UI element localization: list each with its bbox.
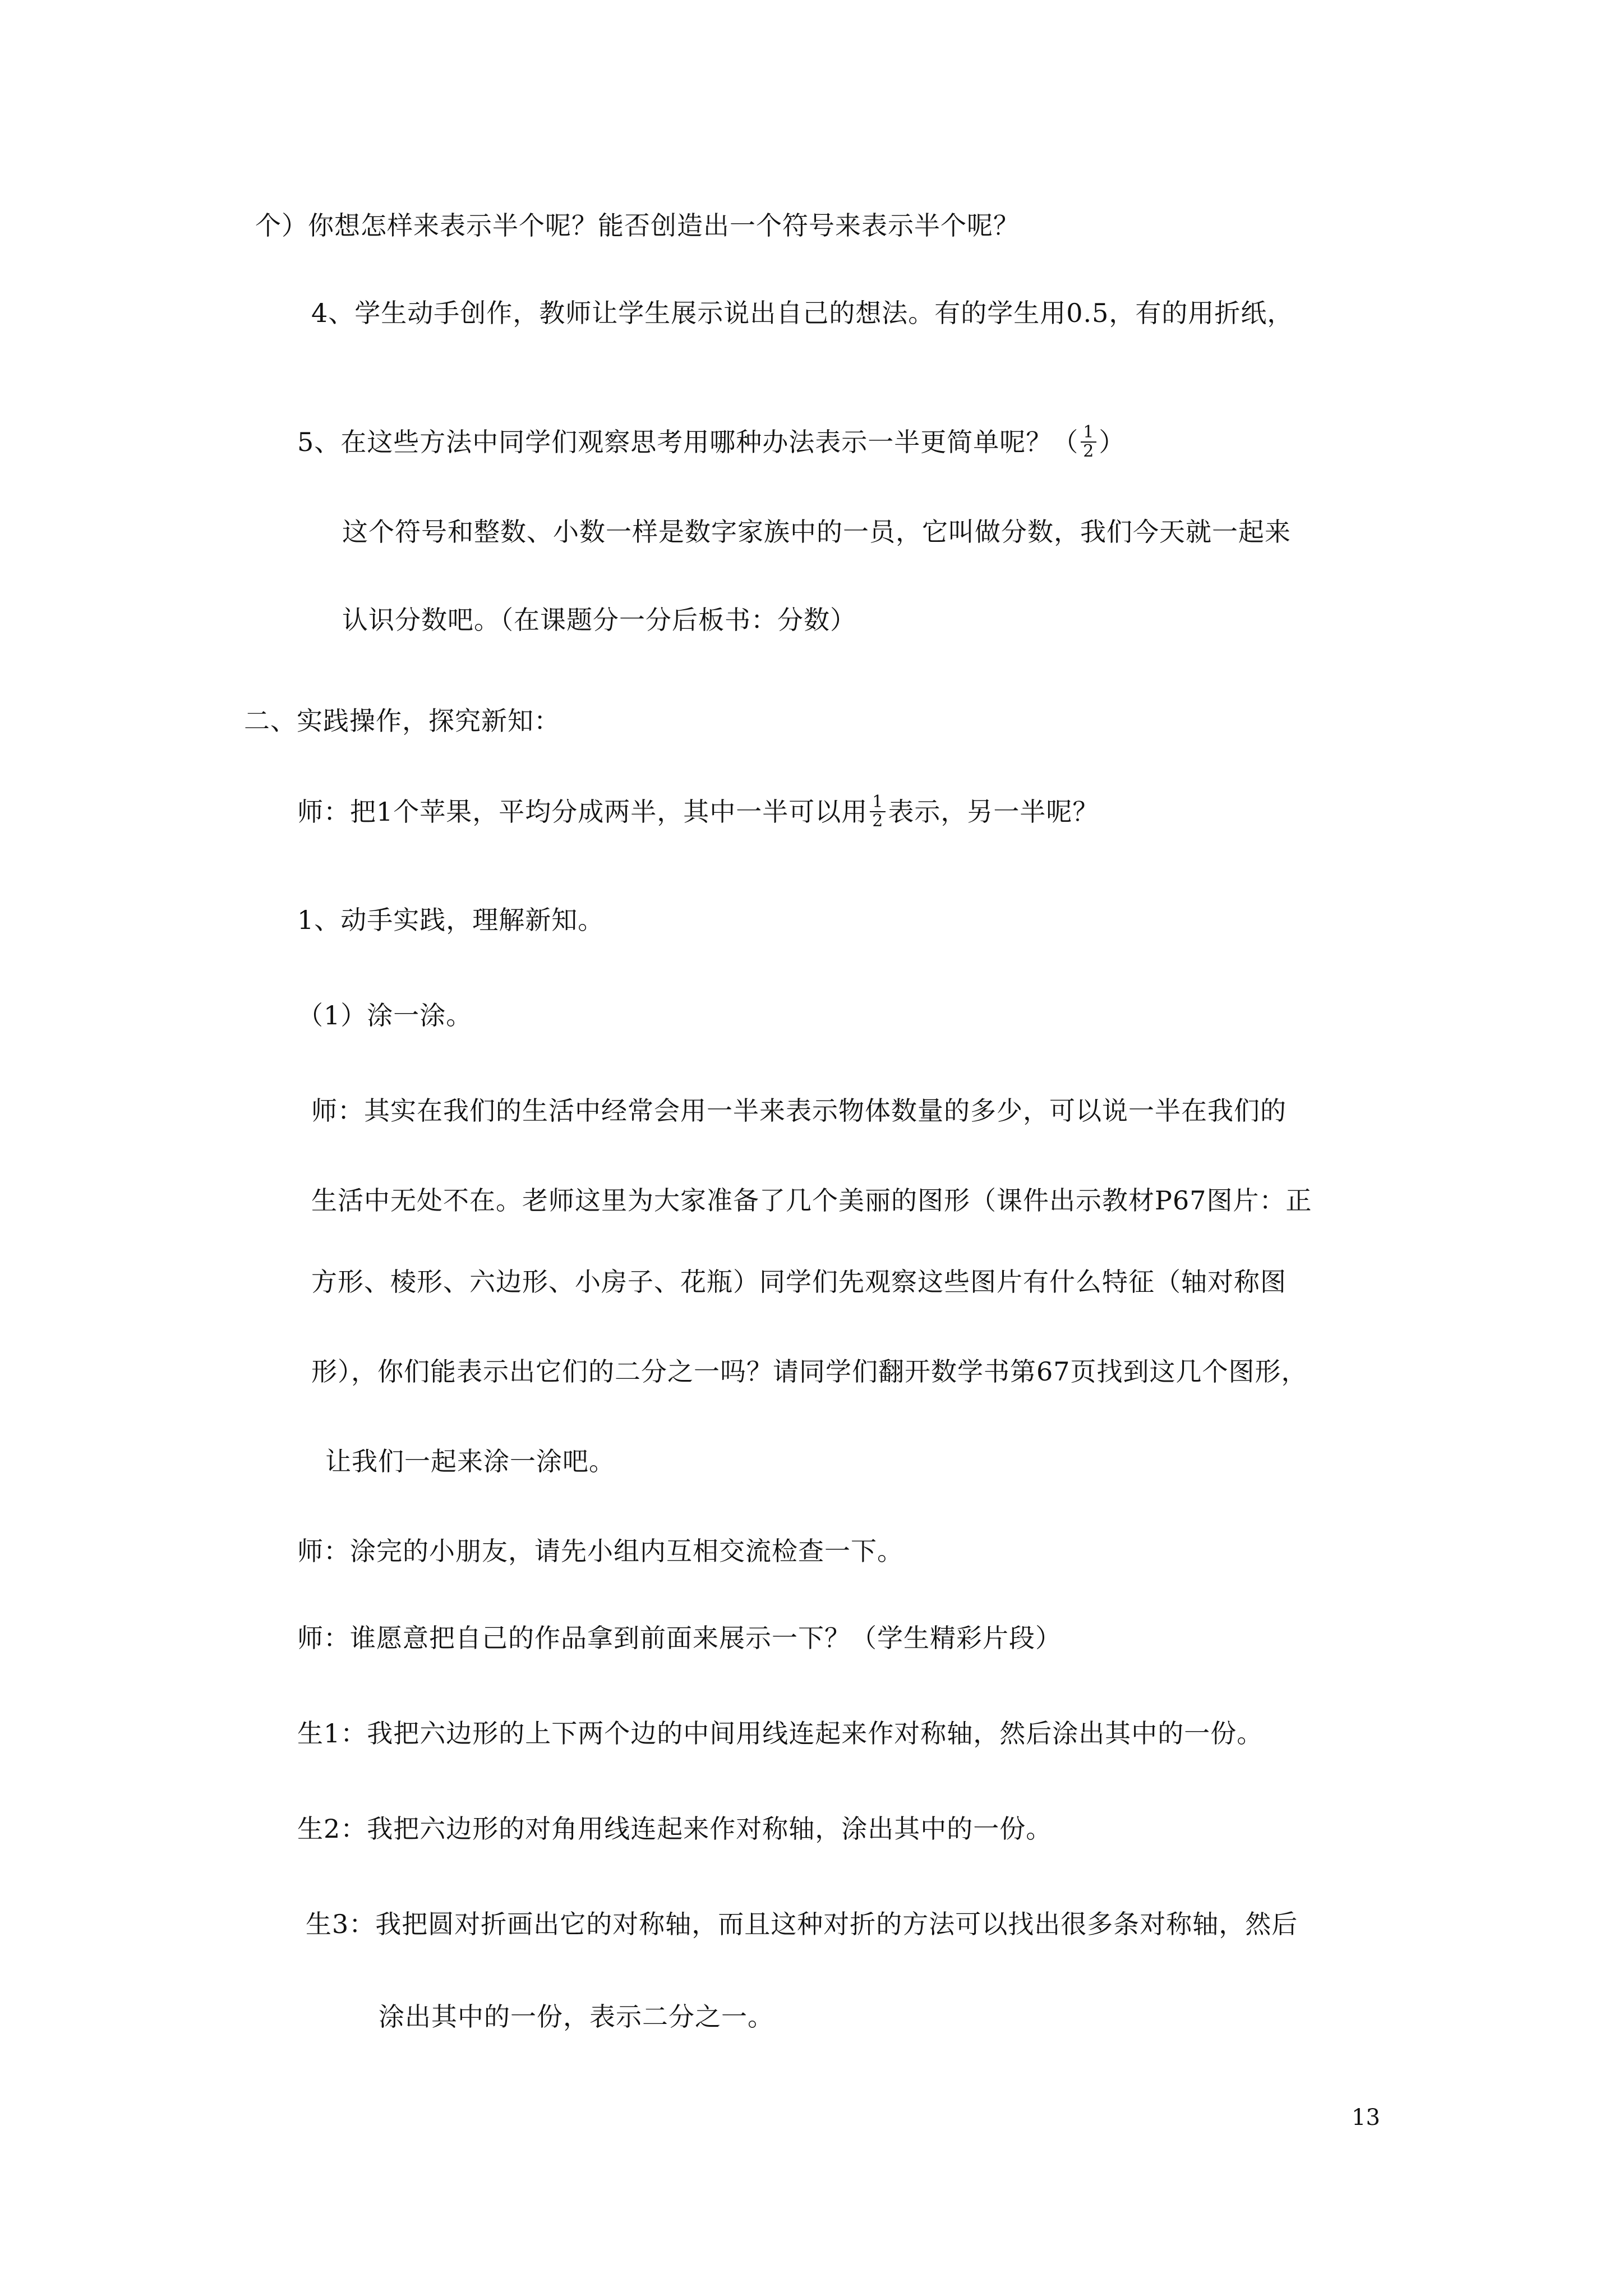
text-line: 师：谁愿意把自己的作品拿到前面来展示一下？（学生精彩片段） (297, 1623, 1062, 1653)
fraction-one-half (870, 793, 886, 830)
text-line: （1）涂一涂。 (297, 1000, 473, 1030)
section-heading: 二、实践操作，探究新知： (244, 706, 560, 736)
text-segment: 师：把1个苹果，平均分成两半，其中一半可以用 (297, 797, 868, 827)
text-line: 让我们一起来涂一涂吧。 (325, 1446, 615, 1476)
fraction-numerator: 1 (1081, 424, 1096, 443)
text-line: 形），你们能表示出它们的二分之一吗？请同学们翻开数学书第67页找到这几个图形， (311, 1356, 1308, 1387)
text-line: 师：其实在我们的生活中经常会用一半来表示物体数量的多少，可以说一半在我们的 (311, 1096, 1287, 1126)
text-segment: 表示，另一半呢？ (888, 797, 1099, 827)
text-line: 认识分数吧。（在课题分一分后板书：分数） (342, 605, 856, 635)
page-number: 13 (1352, 2105, 1380, 2131)
fraction-one-half (1081, 424, 1096, 461)
fraction-denominator: 2 (872, 811, 884, 831)
text-line: 1、动手实践，理解新知。 (297, 905, 605, 935)
text-line: 生2：我把六边形的对角用线连起来作对称轴，涂出其中的一份。 (297, 1814, 1053, 1844)
text-line: 生3：我把圆对折画出它的对称轴，而且这种对折的方法可以找出很多条对称轴，然后 (306, 1909, 1298, 1939)
text-line: 这个符号和整数、小数一样是数字家族中的一员，它叫做分数，我们今天就一起来 (342, 517, 1291, 547)
text-line: 师：涂完的小朋友，请先小组内互相交流检查一下。 (297, 1536, 903, 1566)
text-line-with-fraction (297, 422, 1126, 463)
text-segment: 5、在这些方法中同学们观察思考用哪种办法表示一半更简单呢？（ (297, 427, 1079, 457)
fraction-denominator: 2 (1083, 441, 1095, 461)
text-line: 涂出其中的一份，表示二分之一。 (379, 2001, 774, 2032)
text-line: 个）你想怎样来表示半个呢？能否创造出一个符号来表示半个呢？ (255, 210, 1020, 241)
fraction-numerator: 1 (870, 793, 886, 812)
text-line-with-fraction (297, 792, 1099, 832)
text-segment: ） (1099, 427, 1126, 457)
text-line: 生活中无处不在。老师这里为大家准备了几个美丽的图形（课件出示教材P67图片：正 (311, 1185, 1312, 1216)
text-line: 4、学生动手创作，教师让学生展示说出自己的想法。有的学生用0.5，有的用折纸， (311, 298, 1294, 328)
text-line: 方形、棱形、六边形、小房子、花瓶）同学们先观察这些图片有什么特征（轴对称图 (311, 1267, 1287, 1297)
text-line: 生1：我把六边形的上下两个边的中间用线连起来作对称轴，然后涂出其中的一份。 (297, 1718, 1264, 1749)
